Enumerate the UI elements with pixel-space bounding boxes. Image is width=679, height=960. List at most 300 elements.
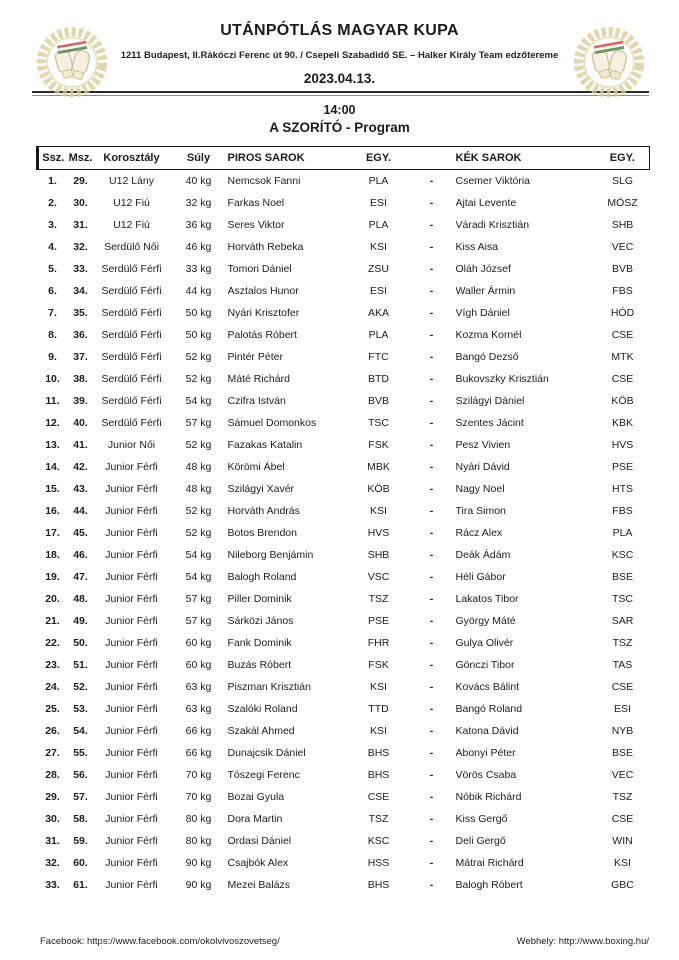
red-corner-club: KSI xyxy=(370,505,387,517)
vs-separator: - xyxy=(429,505,434,517)
age-category: U12 Fiú xyxy=(113,219,150,231)
blue-corner-club: CSE xyxy=(611,813,634,825)
match-number: 51. xyxy=(73,659,88,671)
table-row xyxy=(38,632,650,654)
blue-corner-club: HTS xyxy=(612,483,633,495)
table-row xyxy=(38,478,650,500)
table-row xyxy=(38,346,650,368)
red-corner-name: Ordasi Dániel xyxy=(227,835,292,847)
match-number: 59. xyxy=(73,835,88,847)
bout-number: 23. xyxy=(45,659,60,671)
vs-separator: - xyxy=(429,285,434,297)
age-category: Serdülő Férfi xyxy=(101,285,162,297)
blue-corner-club: KSC xyxy=(611,549,634,561)
red-corner-club: BHS xyxy=(367,769,390,781)
match-number: 43. xyxy=(73,483,88,495)
age-category: Junior Férfi xyxy=(105,747,158,759)
blue-corner-name: Katona Dávid xyxy=(455,725,519,737)
age-category: Serdülő Női xyxy=(104,241,159,253)
weight-class: 57 kg xyxy=(185,593,212,605)
table-row xyxy=(38,368,650,390)
match-number: 33. xyxy=(73,263,88,275)
bout-number: 14. xyxy=(45,461,60,473)
vs-separator: - xyxy=(429,813,434,825)
red-corner-club: PSE xyxy=(367,615,389,627)
red-corner-name: Fazakas Katalin xyxy=(227,439,303,451)
match-number: 47. xyxy=(73,571,88,583)
match-number: 44. xyxy=(73,505,88,517)
table-row xyxy=(38,566,650,588)
blue-corner-name: Bangó Roland xyxy=(455,703,523,715)
match-number: 50. xyxy=(73,637,88,649)
blue-corner-club: PSE xyxy=(611,461,633,473)
red-corner-name: Mezei Balázs xyxy=(227,879,290,891)
bout-number: 16. xyxy=(45,505,60,517)
event-date: 2023.04.13. xyxy=(303,71,376,86)
bout-number: 6. xyxy=(48,285,57,297)
age-category: U12 Lány xyxy=(109,175,154,187)
match-number: 38. xyxy=(73,373,88,385)
weight-class: 66 kg xyxy=(185,747,212,759)
weight-class: 54 kg xyxy=(185,571,212,583)
red-corner-name: Szakál Ahmed xyxy=(227,725,295,737)
bout-number: 4. xyxy=(48,241,57,253)
vs-separator: - xyxy=(429,351,434,363)
col-msz: Msz. xyxy=(68,147,94,170)
weight-class: 52 kg xyxy=(185,439,212,451)
red-corner-name: Horváth Rebeka xyxy=(227,241,304,253)
table-row xyxy=(38,544,650,566)
blue-corner-name: Szilágyi Dániel xyxy=(455,395,525,407)
match-number: 39. xyxy=(73,395,88,407)
red-corner-name: Piller Dominik xyxy=(227,593,292,605)
age-category: Serdülő Férfi xyxy=(101,395,162,407)
age-category: Junior Férfi xyxy=(105,769,158,781)
red-corner-club: TSC xyxy=(368,417,389,429)
table-row xyxy=(38,852,650,874)
boxing-glove-right xyxy=(607,49,628,80)
weight-class: 33 kg xyxy=(185,263,212,275)
blue-corner-club: SHB xyxy=(611,219,634,231)
bout-number: 33. xyxy=(45,879,60,891)
weight-class: 54 kg xyxy=(185,395,212,407)
red-corner-name: Csajbók Alex xyxy=(227,857,289,869)
age-category: Serdülő Férfi xyxy=(101,417,162,429)
red-corner-name: Buzás Róbert xyxy=(227,659,292,671)
table-row xyxy=(38,786,650,808)
age-category: U12 Fiú xyxy=(113,197,150,209)
red-corner-club: KSI xyxy=(370,241,387,253)
red-corner-name: Dunajcsik Dániel xyxy=(227,747,306,759)
blue-corner-name: Nagy Noel xyxy=(455,483,505,495)
red-corner-name: Szalóki Roland xyxy=(227,703,298,715)
blue-corner-name: Héli Gábor xyxy=(455,571,506,583)
bout-number: 11. xyxy=(45,395,60,407)
table-row xyxy=(38,170,650,193)
age-category: Junior Férfi xyxy=(105,879,158,891)
red-corner-club: TSZ xyxy=(368,813,389,825)
red-corner-club: AKA xyxy=(367,307,389,319)
bout-number: 9. xyxy=(48,351,57,363)
table-row xyxy=(38,258,650,280)
vs-separator: - xyxy=(429,835,434,847)
table-row xyxy=(38,720,650,742)
blue-corner-club: NYB xyxy=(611,725,634,737)
table-row xyxy=(38,280,650,302)
blue-corner-name: Gulya Olivér xyxy=(455,637,514,649)
vs-separator: - xyxy=(429,879,434,891)
age-category: Junior Férfi xyxy=(105,505,158,517)
bout-number: 7. xyxy=(48,307,57,319)
match-number: 46. xyxy=(73,549,88,561)
bout-number: 31. xyxy=(45,835,60,847)
table-row xyxy=(38,742,650,764)
red-corner-club: ZSU xyxy=(368,263,389,275)
bout-number: 21. xyxy=(45,615,60,627)
table-row xyxy=(38,434,650,456)
blue-corner-club: ESI xyxy=(614,703,631,715)
table-row xyxy=(38,412,650,434)
col-ssz: Ssz. xyxy=(38,147,68,170)
age-category: Junior Női xyxy=(107,439,156,451)
bout-number: 26. xyxy=(45,725,60,737)
weight-class: 44 kg xyxy=(185,285,212,297)
weight-class: 52 kg xyxy=(185,351,212,363)
col-vs xyxy=(408,147,456,170)
age-category: Junior Férfi xyxy=(105,637,158,649)
weight-class: 66 kg xyxy=(185,725,212,737)
match-number: 54. xyxy=(73,725,88,737)
age-category: Junior Férfi xyxy=(105,527,158,539)
bout-number: 24. xyxy=(45,681,60,693)
weight-class: 48 kg xyxy=(185,483,212,495)
red-corner-name: Szilágyi Xavér xyxy=(227,483,295,495)
weight-class: 40 kg xyxy=(185,175,212,187)
blue-corner-name: Váradi Krisztián xyxy=(455,219,530,231)
blue-corner-name: Tira Simon xyxy=(455,505,506,517)
red-corner-club: BHS xyxy=(367,747,390,759)
table-row xyxy=(38,610,650,632)
blue-corner-name: Gönczi Tibor xyxy=(455,659,515,671)
blue-corner-name: Kiss Aisa xyxy=(455,241,499,253)
blue-corner-name: Abonyi Péter xyxy=(455,747,516,759)
bout-number: 22. xyxy=(45,637,60,649)
red-corner-club: KSC xyxy=(367,835,390,847)
blue-corner-name: Lakatos Tibor xyxy=(455,593,519,605)
federation-emblem-icon xyxy=(567,16,651,100)
bout-number: 1. xyxy=(48,175,57,187)
weight-class: 57 kg xyxy=(185,417,212,429)
col-suly: Súly xyxy=(170,147,228,170)
col-korosztaly: Korosztály xyxy=(94,147,170,170)
boxing-glove-left xyxy=(54,48,75,79)
weight-class: 70 kg xyxy=(185,769,212,781)
website-link-text: Webhely: http://www.boxing.hu/ xyxy=(516,936,649,947)
age-category: Junior Férfi xyxy=(105,857,158,869)
age-category: Junior Férfi xyxy=(105,813,158,825)
blue-corner-club: PLA xyxy=(612,527,633,539)
bout-number: 20. xyxy=(45,593,60,605)
red-corner-club: ESI xyxy=(370,285,387,297)
red-corner-name: Sámuel Domonkos xyxy=(227,417,317,429)
age-category: Serdülő Férfi xyxy=(101,373,162,385)
match-number: 58. xyxy=(73,813,88,825)
red-corner-club: TSZ xyxy=(368,593,389,605)
bout-number: 17. xyxy=(45,527,60,539)
table-row xyxy=(38,654,650,676)
blue-corner-club: CSE xyxy=(611,329,634,341)
vs-separator: - xyxy=(429,197,434,209)
blue-corner-club: TSC xyxy=(612,593,633,605)
col-piros-sarok: PIROS SAROK xyxy=(228,147,350,170)
blue-corner-club: BSE xyxy=(611,747,633,759)
bout-number: 2. xyxy=(48,197,57,209)
blue-corner-name: Mátrai Richárd xyxy=(455,857,524,869)
red-corner-club: FSK xyxy=(368,439,389,451)
age-category: Junior Férfi xyxy=(105,791,158,803)
program-title: A SZORÍTÓ - Program xyxy=(269,120,410,135)
match-number: 30. xyxy=(73,197,88,209)
blue-corner-name: Waller Ármin xyxy=(455,285,516,297)
vs-separator: - xyxy=(429,857,434,869)
bout-schedule-table xyxy=(36,146,650,896)
weight-class: 52 kg xyxy=(185,373,212,385)
table-row xyxy=(38,522,650,544)
weight-class: 52 kg xyxy=(185,505,212,517)
weight-class: 48 kg xyxy=(185,461,212,473)
red-corner-name: Nyári Krisztofer xyxy=(227,307,300,319)
document-footer xyxy=(40,936,649,947)
blue-corner-name: Pesz Vivien xyxy=(455,439,511,451)
blue-corner-name: Kiss Gergő xyxy=(455,813,508,825)
weight-class: 90 kg xyxy=(185,879,212,891)
match-number: 53. xyxy=(73,703,88,715)
blue-corner-name: Bukovszky Krisztián xyxy=(455,373,549,385)
weight-class: 50 kg xyxy=(185,329,212,341)
match-number: 34. xyxy=(73,285,88,297)
weight-class: 36 kg xyxy=(185,219,212,231)
vs-separator: - xyxy=(429,659,434,671)
facebook-link-text: Facebook: https://www.facebook.com/okolvivoszovetseg/ xyxy=(40,936,280,947)
bout-number: 19. xyxy=(45,571,60,583)
bout-number: 12. xyxy=(45,417,60,429)
blue-corner-club: SLG xyxy=(611,175,633,187)
bout-number: 3. xyxy=(48,219,57,231)
red-corner-club: FHR xyxy=(367,637,390,649)
age-category: Junior Férfi xyxy=(105,593,158,605)
red-corner-name: Dora Martin xyxy=(227,813,283,825)
match-number: 45. xyxy=(73,527,88,539)
weight-class: 46 kg xyxy=(185,241,212,253)
blue-corner-club: MÖSZ xyxy=(607,197,638,209)
vs-separator: - xyxy=(429,483,434,495)
table-header-row xyxy=(38,147,650,170)
blue-corner-name: Kovács Bálint xyxy=(455,681,520,693)
vs-separator: - xyxy=(429,527,434,539)
red-corner-club: BTD xyxy=(368,373,389,385)
blue-corner-club: HÓD xyxy=(610,307,635,319)
blue-corner-club: BVB xyxy=(611,263,633,275)
blue-corner-club: BSE xyxy=(611,571,633,583)
bout-number: 25. xyxy=(45,703,60,715)
event-address: 1211 Budapest, II.Rákóczi Ferenc út 90. / Csepeli Szabadidő SE. – Halker Király Team edzőtereme xyxy=(120,50,559,61)
blue-corner-name: Deák Ádám xyxy=(455,549,511,561)
blue-corner-name: Vörös Csaba xyxy=(455,769,517,781)
age-category: Junior Férfi xyxy=(105,835,158,847)
vs-separator: - xyxy=(429,241,434,253)
bout-number: 8. xyxy=(48,329,57,341)
match-number: 52. xyxy=(73,681,88,693)
col-kek-sarok: KÉK SAROK xyxy=(456,147,596,170)
blue-corner-club: MTK xyxy=(611,351,634,363)
bout-number: 28. xyxy=(45,769,60,781)
boxing-glove-right xyxy=(70,49,91,80)
boxing-glove-left xyxy=(591,48,612,79)
col-egy-red: EGY. xyxy=(350,147,408,170)
federation-emblem-icon xyxy=(30,16,114,100)
vs-separator: - xyxy=(429,373,434,385)
red-corner-name: Körömi Ábel xyxy=(227,461,285,473)
age-category: Serdülő Férfi xyxy=(101,263,162,275)
blue-corner-club: TSZ xyxy=(612,637,633,649)
blue-corner-club: SAR xyxy=(611,615,634,627)
age-category: Junior Férfi xyxy=(105,703,158,715)
red-corner-club: BVB xyxy=(367,395,389,407)
bout-table-body xyxy=(38,170,650,897)
weight-class: 90 kg xyxy=(185,857,212,869)
table-row xyxy=(38,874,650,896)
table-row xyxy=(38,456,650,478)
match-number: 55. xyxy=(73,747,88,759)
vs-separator: - xyxy=(429,395,434,407)
age-category: Junior Férfi xyxy=(105,725,158,737)
bout-number: 18. xyxy=(45,549,60,561)
red-corner-club: HSS xyxy=(367,857,390,869)
match-number: 37. xyxy=(73,351,88,363)
event-title: UTÁNPÓTLÁS MAGYAR KUPA xyxy=(220,22,459,39)
blue-corner-club: WIN xyxy=(612,835,633,847)
table-row xyxy=(38,192,650,214)
vs-separator: - xyxy=(429,307,434,319)
red-corner-name: Balogh Roland xyxy=(227,571,297,583)
blue-corner-name: Deli Gergő xyxy=(455,835,506,847)
age-category: Junior Férfi xyxy=(105,681,158,693)
vs-separator: - xyxy=(429,439,434,451)
vs-separator: - xyxy=(429,175,434,187)
vs-separator: - xyxy=(429,219,434,231)
red-corner-club: MBK xyxy=(367,461,390,473)
bout-number: 10. xyxy=(45,373,60,385)
age-category: Junior Férfi xyxy=(105,659,158,671)
session-time: 14:00 xyxy=(323,103,356,117)
age-category: Junior Férfi xyxy=(105,483,158,495)
match-number: 57. xyxy=(73,791,88,803)
blue-corner-club: TAS xyxy=(612,659,633,671)
age-category: Junior Férfi xyxy=(105,615,158,627)
red-corner-club: CSE xyxy=(367,791,390,803)
bout-number: 5. xyxy=(48,263,57,275)
table-row xyxy=(38,236,650,258)
table-row xyxy=(38,302,650,324)
table-row xyxy=(38,764,650,786)
red-corner-club: ESI xyxy=(370,197,387,209)
match-number: 32. xyxy=(73,241,88,253)
red-corner-club: KSI xyxy=(370,725,387,737)
blue-corner-club: FBS xyxy=(612,505,633,517)
table-row xyxy=(38,214,650,236)
blue-corner-name: Nyári Dávid xyxy=(455,461,510,473)
red-corner-name: Seres Viktor xyxy=(227,219,285,231)
vs-separator: - xyxy=(429,461,434,473)
red-corner-name: Bozai Gyula xyxy=(227,791,285,803)
blue-corner-name: Nóbik Richárd xyxy=(455,791,522,803)
vs-separator: - xyxy=(429,747,434,759)
table-row xyxy=(38,390,650,412)
blue-corner-name: Csemer Viktória xyxy=(455,175,530,187)
bout-number: 13. xyxy=(45,439,60,451)
red-corner-club: KSI xyxy=(370,681,387,693)
table-row xyxy=(38,588,650,610)
red-corner-club: PLA xyxy=(368,219,389,231)
red-corner-name: Sárközi János xyxy=(227,615,294,627)
vs-separator: - xyxy=(429,681,434,693)
red-corner-club: SHB xyxy=(367,549,390,561)
weight-class: 70 kg xyxy=(185,791,212,803)
red-corner-name: Horváth András xyxy=(227,505,300,517)
blue-corner-name: Bangó Dezső xyxy=(455,351,519,363)
red-corner-club: KÖB xyxy=(367,483,390,495)
weight-class: 63 kg xyxy=(185,703,212,715)
match-number: 35. xyxy=(73,307,88,319)
weight-class: 60 kg xyxy=(185,637,212,649)
weight-class: 54 kg xyxy=(185,549,212,561)
blue-corner-name: Ajtai Levente xyxy=(455,197,517,209)
red-corner-name: Nemcsok Fanni xyxy=(227,175,301,187)
weight-class: 52 kg xyxy=(185,527,212,539)
vs-separator: - xyxy=(429,263,434,275)
table-row xyxy=(38,324,650,346)
bout-number: 30. xyxy=(45,813,60,825)
match-number: 56. xyxy=(73,769,88,781)
blue-corner-name: Szentes Jácint xyxy=(455,417,524,429)
blue-corner-club: CSE xyxy=(611,681,634,693)
red-corner-club: BHS xyxy=(367,879,390,891)
blue-corner-club: VEC xyxy=(611,241,634,253)
age-category: Serdülő Férfi xyxy=(101,307,162,319)
weight-class: 63 kg xyxy=(185,681,212,693)
red-corner-club: FSK xyxy=(368,659,389,671)
red-corner-club: VSC xyxy=(367,571,390,583)
vs-separator: - xyxy=(429,549,434,561)
bout-number: 32. xyxy=(45,857,60,869)
red-corner-name: Tószegi Ferenc xyxy=(227,769,300,781)
bout-number: 27. xyxy=(45,747,60,759)
table-row xyxy=(38,676,650,698)
table-row xyxy=(38,808,650,830)
match-number: 29. xyxy=(73,175,88,187)
table-row xyxy=(38,500,650,522)
match-number: 60. xyxy=(73,857,88,869)
blue-corner-club: VEC xyxy=(611,769,634,781)
weight-class: 32 kg xyxy=(185,197,212,209)
blue-corner-club: FBS xyxy=(612,285,633,297)
blue-corner-name: Balogh Róbert xyxy=(455,879,523,891)
red-corner-name: Asztalos Hunor xyxy=(227,285,299,297)
match-number: 49. xyxy=(73,615,88,627)
blue-corner-name: Oláh József xyxy=(455,263,511,275)
weight-class: 50 kg xyxy=(185,307,212,319)
red-corner-club: PLA xyxy=(368,329,389,341)
